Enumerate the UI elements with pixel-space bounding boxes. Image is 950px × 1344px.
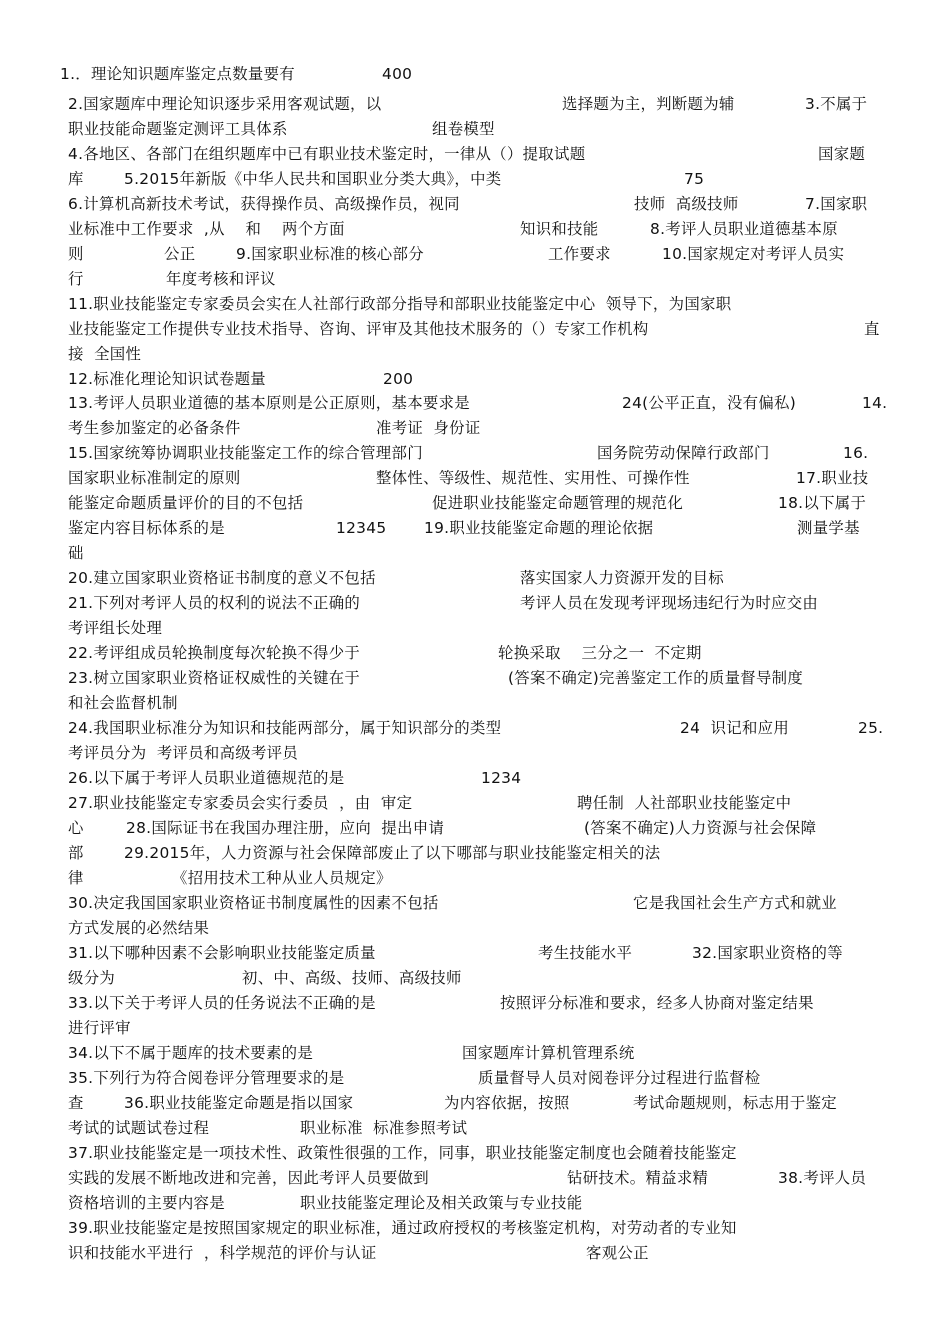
text-segment: 础: [68, 544, 84, 562]
text-segment: 6.计算机高新技术考试，获得操作员、高级操作员，视同: [68, 195, 460, 213]
text-segment: 工作要求: [548, 245, 611, 263]
text-segment: 15.国家统筹协调职业技能鉴定工作的综合管理部门: [68, 444, 423, 462]
text-line: [0, 367, 950, 391]
text-segment: 考评人员在发现考评现场违纪行为时应交由: [520, 594, 819, 612]
text-segment: 考生技能水平: [538, 944, 633, 962]
text-line: [0, 491, 950, 515]
text-segment: 《招用技术工种从业人员规定》: [172, 869, 392, 887]
text-line: [0, 666, 950, 690]
text-segment: 19.职业技能鉴定命题的理论依据: [424, 519, 654, 537]
text-segment: 国务院劳动保障行政部门: [597, 444, 770, 462]
text-segment: 13.考评人员职业道德的基本原则是公正原则，基本要求是: [68, 394, 470, 412]
text-line: [0, 62, 950, 86]
text-line: [0, 192, 950, 216]
text-segment: 28.国际证书在我国办理注册，应向 提出申请: [126, 819, 445, 837]
text-segment: 国家题库计算机管理系统: [462, 1044, 635, 1062]
text-segment: 4.各地区、各部门在组织题库中已有职业技术鉴定时，一律从（）提取试题: [68, 145, 586, 163]
text-segment: 35.下列行为符合阅卷评分管理要求的是: [68, 1069, 345, 1087]
text-segment: 12345: [336, 519, 387, 537]
text-segment: 准考证 身份证: [376, 419, 481, 437]
text-line: [0, 841, 950, 865]
text-line: [0, 716, 950, 740]
text-line: [0, 516, 950, 540]
text-segment: 钻研技术。精益求精: [567, 1169, 709, 1187]
text-line: [0, 242, 950, 266]
text-line: [0, 416, 950, 440]
text-segment: 10.国家规定对考评人员实: [662, 245, 845, 263]
text-segment: 考试的试题试卷过程: [68, 1119, 210, 1137]
text-segment: 20.建立国家职业资格证书制度的意义不包括: [68, 569, 376, 587]
text-segment: 24(公平正直，没有偏私): [622, 394, 797, 412]
text-segment: (答案不确定)人力资源与社会保障: [584, 819, 817, 837]
text-line: [0, 866, 950, 890]
text-segment: 38.考评人员: [778, 1169, 867, 1187]
text-segment: 21.下列对考评人员的权利的说法不正确的: [68, 594, 361, 612]
text-segment: 39.职业技能鉴定是按照国家规定的职业标准，通过政府授权的考核鉴定机构，对劳动者的专业知: [68, 1219, 737, 1237]
text-segment: 资格培训的主要内容是: [68, 1194, 225, 1212]
text-segment: 它是我国社会生产方式和就业: [633, 894, 837, 912]
text-segment: 知识和技能: [520, 220, 599, 238]
text-segment: 24.我国职业标准分为知识和技能两部分，属于知识部分的类型: [68, 719, 502, 737]
text-segment: 考试命题规则，标志用于鉴定: [633, 1094, 837, 1112]
text-line: [0, 741, 950, 765]
text-segment: 直: [864, 320, 880, 338]
text-line: [0, 1216, 950, 1240]
text-line: [0, 1241, 950, 1265]
text-line: [0, 991, 950, 1015]
text-segment: 国家职业标准制定的原则: [68, 469, 241, 487]
text-segment: 心: [68, 819, 84, 837]
text-segment: 查: [68, 1094, 84, 1112]
text-line: [0, 441, 950, 465]
text-line: [0, 816, 950, 840]
text-line: [0, 916, 950, 940]
text-line: [0, 92, 950, 116]
text-segment: 考评员分为 考评员和高级考评员: [68, 744, 299, 762]
text-segment: 400: [382, 65, 413, 83]
text-line: [0, 391, 950, 415]
text-segment: 职业标准 标准参照考试: [300, 1119, 468, 1137]
text-segment: 落实国家人力资源开发的目标: [520, 569, 724, 587]
text-segment: 26.以下属于考评人员职业道德规范的是: [68, 769, 345, 787]
text-line: [0, 541, 950, 565]
text-segment: 考评组长处理: [68, 619, 163, 637]
text-segment: 年度考核和评议: [166, 270, 276, 288]
text-line: [0, 1066, 950, 1090]
text-line: [0, 891, 950, 915]
text-line: [0, 1166, 950, 1190]
text-line: [0, 591, 950, 615]
text-line: [0, 791, 950, 815]
text-segment: 22.考评组成员轮换制度每次轮换不得少于: [68, 644, 361, 662]
text-segment: 鉴定内容目标体系的是: [68, 519, 225, 537]
text-segment: 18.以下属于: [778, 494, 867, 512]
text-line: [0, 117, 950, 141]
text-segment: 促进职业技能鉴定命题管理的规范化: [432, 494, 684, 512]
text-line: [0, 616, 950, 640]
text-segment: 行: [68, 270, 84, 288]
text-segment: 质量督导人员对阅卷评分过程进行监督检: [478, 1069, 761, 1087]
text-segment: 1234: [481, 769, 522, 787]
text-segment: 轮换采取 三分之一 不定期: [498, 644, 702, 662]
text-segment: 和社会监督机制: [68, 694, 178, 712]
text-segment: 29.2015年，人力资源与社会保障部废止了以下哪部与职业技能鉴定相关的法: [124, 844, 661, 862]
text-segment: 25.: [858, 719, 884, 737]
text-line: [0, 217, 950, 241]
text-line: [0, 1141, 950, 1165]
text-segment: 9.国家职业标准的核心部分: [236, 245, 424, 263]
text-line: [0, 292, 950, 316]
text-segment: (答案不确定)完善鉴定工作的质量督导制度: [508, 669, 804, 687]
text-segment: 公正: [164, 245, 196, 263]
text-segment: 1.．理论知识题库鉴定点数量要有: [60, 65, 295, 83]
text-line: [0, 317, 950, 341]
text-segment: 业标准中工作要求 ,从 和 两个方面: [68, 220, 345, 238]
text-line: [0, 1116, 950, 1140]
text-line: [0, 1016, 950, 1040]
text-segment: 职业技能命题鉴定测评工具体系: [68, 120, 288, 138]
text-segment: 初、中、高级、技师、高级技师: [242, 969, 462, 987]
text-segment: 37.职业技能鉴定是一项技术性、政策性很强的工作，同事，职业技能鉴定制度也会随着技能鉴定: [68, 1144, 737, 1162]
text-line: [0, 1191, 950, 1215]
text-segment: 能鉴定命题质量评价的目的不包括: [68, 494, 304, 512]
text-segment: 聘任制 人社部职业技能鉴定中: [577, 794, 792, 812]
text-segment: 部: [68, 844, 84, 862]
text-line: [0, 566, 950, 590]
text-segment: 200: [383, 370, 414, 388]
text-segment: 实践的发展不断地改进和完善，因此考评人员要做到: [68, 1169, 429, 1187]
text-segment: 36.职业技能鉴定命题是指以国家: [124, 1094, 354, 1112]
text-segment: 考生参加鉴定的必备条件: [68, 419, 241, 437]
text-segment: 23.树立国家职业资格证权威性的关键在于: [68, 669, 361, 687]
text-segment: 33.以下关于考评人员的任务说法不正确的是: [68, 994, 376, 1012]
text-segment: 技师 高级技师: [634, 195, 739, 213]
text-line: [0, 342, 950, 366]
text-line: [0, 966, 950, 990]
text-line: [0, 267, 950, 291]
text-segment: 选择题为主，判断题为辅: [562, 95, 735, 113]
text-segment: 测量学基: [797, 519, 860, 537]
text-segment: 12.标准化理论知识试卷题量: [68, 370, 266, 388]
text-segment: 为内容依据，按照: [444, 1094, 570, 1112]
text-line: [0, 766, 950, 790]
text-segment: 进行评审: [68, 1019, 131, 1037]
text-segment: 32.国家职业资格的等: [692, 944, 843, 962]
text-line: [0, 142, 950, 166]
text-segment: 31.以下哪种因素不会影响职业技能鉴定质量: [68, 944, 376, 962]
text-segment: 职业技能鉴定理论及相关政策与专业技能: [300, 1194, 583, 1212]
text-segment: 17.职业技: [796, 469, 869, 487]
text-segment: 11.职业技能鉴定专家委员会实在人社部行政部分指导和部职业技能鉴定中心 领导下，为国家职: [68, 295, 732, 313]
text-segment: 7.国家职: [805, 195, 868, 213]
text-segment: 识和技能水平进行 ，科学规范的评价与认证: [68, 1244, 377, 1262]
text-segment: 3.不属于: [805, 95, 868, 113]
text-segment: 库: [68, 170, 84, 188]
text-segment: 34.以下不属于题库的技术要素的是: [68, 1044, 314, 1062]
text-segment: 律: [68, 869, 84, 887]
text-segment: 14.: [862, 394, 888, 412]
text-segment: 业技能鉴定工作提供专业技术指导、咨询、评审及其他技术服务的（）专家工作机构: [68, 320, 649, 338]
text-segment: 整体性、等级性、规范性、实用性、可操作性: [376, 469, 690, 487]
text-segment: 方式发展的必然结果: [68, 919, 210, 937]
text-line: [0, 641, 950, 665]
text-segment: 30.决定我国国家职业资格证书制度属性的因素不包括: [68, 894, 439, 912]
text-segment: 按照评分标准和要求，经多人协商对鉴定结果: [500, 994, 814, 1012]
text-segment: 国家题: [818, 145, 866, 163]
text-segment: 2.国家题库中理论知识逐步采用客观试题，以: [68, 95, 382, 113]
text-line: [0, 691, 950, 715]
text-segment: 16.: [843, 444, 869, 462]
text-line: [0, 167, 950, 191]
text-segment: 75: [684, 170, 705, 188]
text-segment: 27.职业技能鉴定专家委员会实行委员 ，由 审定: [68, 794, 413, 812]
text-segment: 客观公正: [586, 1244, 649, 1262]
text-segment: 接 全国性: [68, 345, 142, 363]
text-line: [0, 466, 950, 490]
text-line: [0, 1091, 950, 1115]
text-line: [0, 1041, 950, 1065]
text-segment: 则: [68, 245, 84, 263]
text-segment: 级分为: [68, 969, 116, 987]
text-segment: 8.考评人员职业道德基本原: [650, 220, 838, 238]
text-segment: 5.2015年新版《中华人民共和国职业分类大典》，中类: [124, 170, 502, 188]
text-segment: 24 识记和应用: [680, 719, 790, 737]
text-line: [0, 941, 950, 965]
text-segment: 组卷模型: [432, 120, 495, 138]
